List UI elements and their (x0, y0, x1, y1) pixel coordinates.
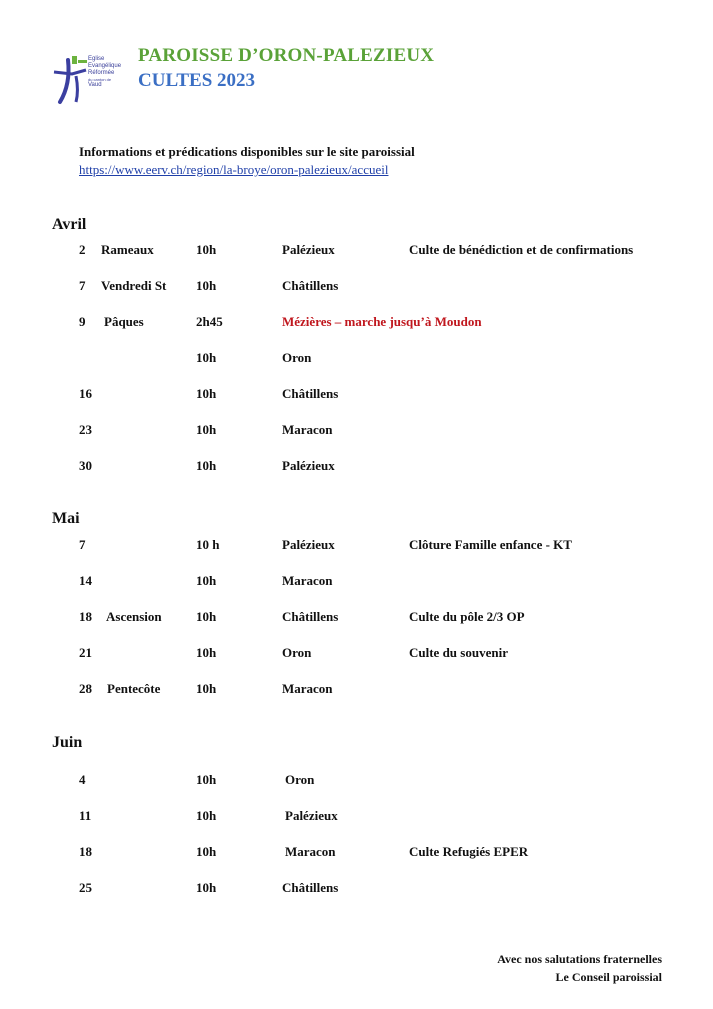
service-time: 10h (196, 386, 217, 401)
cross-logo-icon (52, 50, 88, 110)
service-occasion: Pentecôte (107, 681, 161, 696)
service-time: 10 h (196, 537, 220, 552)
service-note: Culte de bénédiction et de confirmations (409, 242, 634, 257)
eerv-logo (52, 50, 134, 110)
page-subtitle: CULTES 2023 (138, 70, 256, 91)
service-note: Culte du souvenir (409, 645, 508, 660)
service-place: Oron (282, 350, 312, 365)
service-day: 18 (79, 844, 92, 859)
service-time: 10h (196, 681, 217, 696)
service-occasion: Ascension (106, 609, 162, 624)
service-place: Mézières – marche jusqu’à Moudon (282, 314, 482, 329)
parish-website-link[interactable]: https://www.eerv.ch/region/la-broye/oron-palezieux/accueil (79, 162, 389, 177)
service-time: 10h (196, 350, 217, 365)
service-occasion: Rameaux (101, 242, 154, 257)
service-place: Maracon (282, 573, 333, 588)
service-day: 30 (79, 458, 92, 473)
service-time: 10h (196, 880, 217, 895)
service-time: 10h (196, 609, 217, 624)
service-time: 10h (196, 573, 217, 588)
month-heading: Juin (52, 734, 83, 751)
service-time: 10h (196, 808, 217, 823)
month-heading: Avril (52, 216, 87, 233)
page-title: PAROISSE D’ORON-PALEZIEUX (138, 45, 435, 66)
service-time: 10h (196, 422, 217, 437)
service-place: Châtillens (282, 386, 339, 401)
service-note: Culte Refugiés EPER (409, 844, 529, 859)
service-time: 10h (196, 772, 217, 787)
service-day: 2 (79, 242, 86, 257)
service-day: 25 (79, 880, 92, 895)
service-place: Maracon (282, 422, 333, 437)
service-place: Oron (285, 772, 315, 787)
service-day: 18 (79, 609, 92, 624)
service-place: Palézieux (282, 537, 335, 552)
service-place: Châtillens (282, 278, 339, 293)
info-text: Informations et prédications disponibles sur le site paroissial (79, 144, 415, 159)
service-day: 11 (79, 808, 92, 823)
service-day: 7 (79, 278, 86, 293)
service-day: 7 (79, 537, 86, 552)
service-day: 21 (79, 645, 92, 660)
service-place: Palézieux (282, 458, 335, 473)
service-place: Oron (282, 645, 312, 660)
service-time: 10h (196, 645, 217, 660)
closing-greeting: Avec nos salutations fraternelles (497, 952, 662, 966)
service-occasion: Vendredi St (101, 278, 167, 293)
service-place: Maracon (285, 844, 336, 859)
service-note: Culte du pôle 2/3 OP (409, 609, 525, 624)
service-place: Palézieux (285, 808, 338, 823)
service-time: 2h45 (196, 314, 223, 329)
service-day: 16 (79, 386, 92, 401)
service-place: Châtillens (282, 880, 339, 895)
service-day: 9 (79, 314, 86, 329)
service-place: Maracon (282, 681, 333, 696)
service-time: 10h (196, 242, 217, 257)
service-day: 4 (79, 772, 86, 787)
service-occasion: Pâques (104, 314, 144, 329)
logo-text: Eglise Evangélique Réformée du canton de Vaud (88, 56, 122, 88)
service-day: 14 (79, 573, 92, 588)
service-place: Palézieux (282, 242, 335, 257)
service-time: 10h (196, 278, 217, 293)
service-day: 28 (79, 681, 92, 696)
month-heading: Mai (52, 510, 80, 527)
service-time: 10h (196, 458, 217, 473)
service-note: Clôture Famille enfance - KT (409, 537, 572, 552)
service-time: 10h (196, 844, 217, 859)
closing-signature: Le Conseil paroissial (555, 970, 662, 984)
service-day: 23 (79, 422, 92, 437)
service-place: Châtillens (282, 609, 339, 624)
